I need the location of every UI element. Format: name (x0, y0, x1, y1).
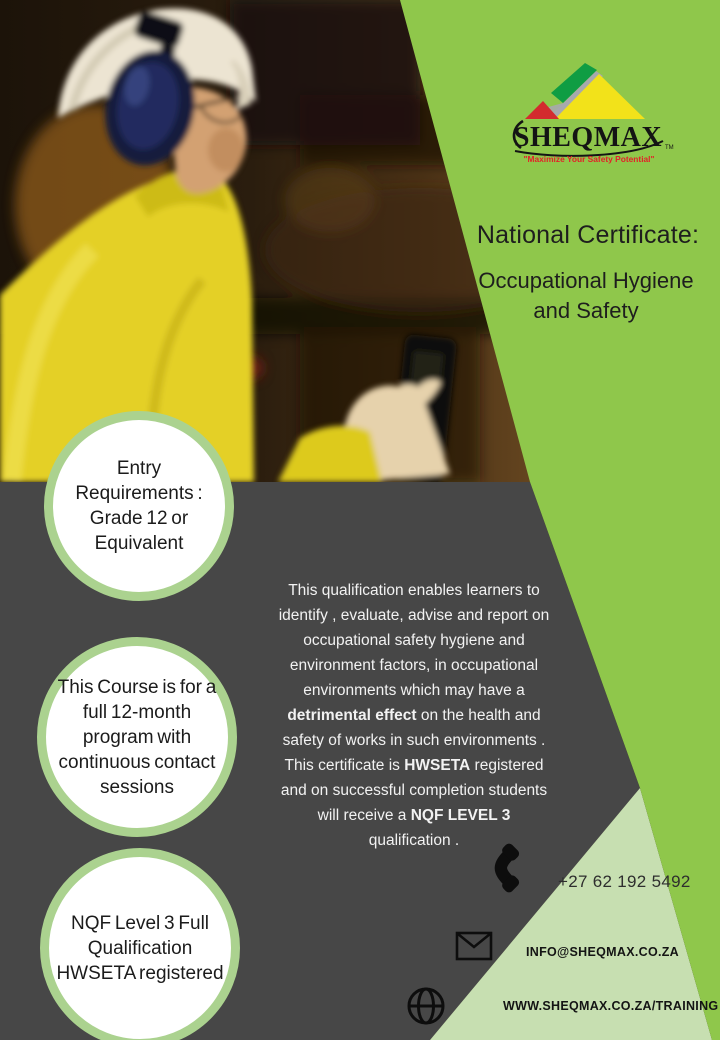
phone-number: +27 62 192 5492 (558, 872, 691, 891)
subtitle-line-2: and Safety (533, 298, 639, 323)
description-bold-text: HWSETA (404, 757, 471, 774)
description-text: identify , evaluate, advise and report on (278, 607, 550, 624)
description-text: qualification . (368, 832, 460, 849)
course-duration-circle (37, 637, 237, 837)
circle-line: sessions (100, 776, 174, 798)
circle-line: This Course is for a (57, 676, 217, 698)
logo-tagline: "Maximize Your Safety Potential" (523, 154, 655, 164)
circle-line: NQF Level 3 Full (70, 912, 210, 934)
circle-line: full 12-month (82, 701, 192, 723)
description-text: will receive a (317, 807, 411, 824)
description-text: environment factors, in occupational (289, 657, 539, 674)
circle-line: Qualification (87, 937, 193, 959)
description-text: safety of works in such environments . (282, 732, 546, 749)
description-bold-text: NQF LEVEL 3 (410, 807, 511, 824)
description-text: environments which may have a (303, 682, 525, 699)
email-address: INFO@SHEQMAX.CO.ZA (526, 945, 680, 959)
circle-line: Entry (116, 458, 162, 479)
circle-line: program with (82, 726, 192, 748)
description-text: This certificate is (284, 757, 405, 774)
circle-line: Requirements : (75, 483, 203, 504)
entry-requirements-circle (44, 411, 234, 601)
website-url: WWW.SHEQMAX.CO.ZA/TRAINING (503, 999, 719, 1013)
course-description (246, 578, 582, 853)
description-text: and on successful completion students (280, 782, 548, 799)
globe-icon (405, 985, 447, 1027)
logo-tm: TM (665, 145, 674, 151)
description-text: occupational safety hygiene and (303, 632, 525, 649)
qualification-circle (40, 848, 240, 1040)
certificate-title: National Certificate: (476, 221, 700, 249)
circle-line: Equivalent (94, 533, 184, 554)
email-icon (455, 930, 493, 962)
circle-line: Grade 12 or (89, 508, 189, 529)
circle-line: HWSETA registered (56, 962, 224, 984)
description-text: registered (470, 757, 544, 774)
description-bold-text: detrimental effect (287, 707, 417, 724)
sheqmax-logo (497, 56, 675, 166)
subtitle-line-1: Occupational Hygiene (478, 268, 694, 293)
phone-icon (486, 841, 540, 895)
circle-line: continuous contact (58, 751, 216, 773)
description-text: on the health and (416, 707, 541, 724)
description-text: This qualification enables learners to (288, 582, 540, 599)
certificate-subtitle (452, 266, 720, 326)
logo-wordmark: SHEQMAX (513, 122, 663, 153)
